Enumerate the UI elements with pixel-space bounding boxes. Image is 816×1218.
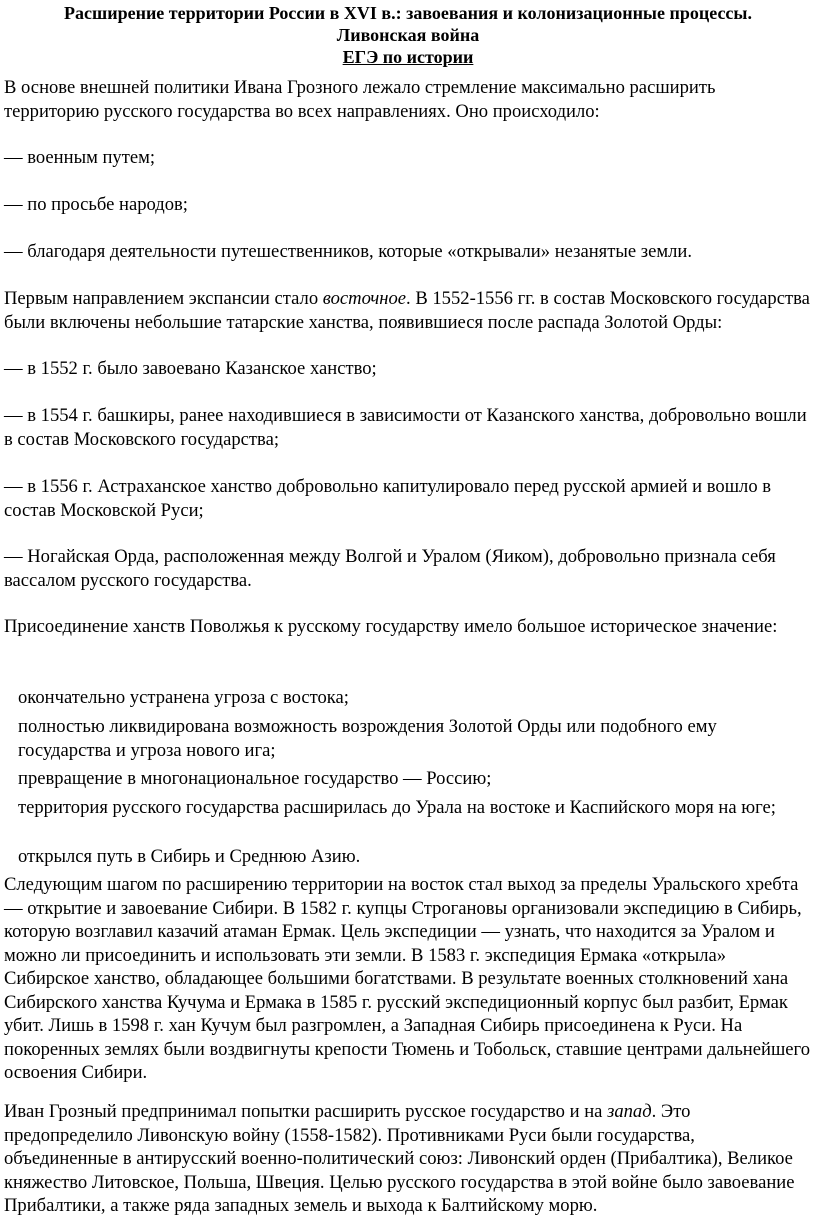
significance-item: территория русского государства расширилась до Урала на востоке и Каспийского моря на юге; [18, 797, 776, 818]
event-bashkirs: — в 1554 г. башкиры, ранее находившиеся в зависимости от Казанского ханства, добровольно вошли в состав Московского государства; [4, 405, 807, 450]
significance-item: открылся путь в Сибирь и Среднюю Азию. [18, 846, 361, 867]
significance-item: окончательно устранена угроза с востока; [18, 687, 349, 708]
event-nogai: — Ногайская Орда, расположенная между Волгой и Уралом (Яиком), добровольно признала себя вассалом русского государства. [4, 546, 776, 591]
title-line-2: Ливонская война [336, 25, 480, 45]
significance-intro: Присоединение ханств Поволжья к русскому государству имело большое историческое значение: [4, 616, 778, 637]
east-emphasis: восточное [322, 288, 407, 309]
west-post-text: . Это предопределило Ливонскую войну (1558-1582). Противниками Руси были государства, объединенные в антирусский военно-политический союз: Ливонский орден (Прибалтика), Великое княжество Литовское, Польша, Швеция. Целью русского государства в этой войне было завоевание Прибалтики, а также ряда западных земель и выхода к Балтийскому морю. [4, 1101, 795, 1216]
title-line-3: ЕГЭ по истории [342, 47, 474, 67]
way-travellers: — благодаря деятельности путешественников, которые «открывали» незанятые земли. [4, 241, 692, 262]
east-pre-text: Первым направлением экспансии стало [4, 288, 323, 309]
east-post-text: . В 1552-1556 гг. в состав Московского государства были включены небольшие татарские ханства, появившиеся после распада Золотой Орды: [4, 288, 810, 333]
west-emphasis: запад [607, 1101, 652, 1122]
east-paragraph [4, 287, 812, 334]
siberia-paragraph: Следующим шагом по расширению территории на восток стал выход за пределы Уральского хребта — открытие и завоевание Сибири. В 1582 г. купцы Строгановы организовали экспедицию в Сибирь, которую возглавил казачий атаман Ермак. Цель экспедиции — узнать, что находится за Уралом и можно ли присоединить и использовать эти земли. В 1583 г. экспедиция Ермака «открыла» Сибирское ханство, обладающее большими богатствами. В результате военных столкновений хана Сибирского ханства Кучума и Ермака в 1585 г. русский экспедиционный корпус был разбит, Ермак убит. Лишь в 1598 г. хан Кучум был разгромлен, а Западная Сибирь присоединена к Руси. На покоренных землях были воздвигнуты крепости Тюмень и Тобольск, ставшие центрами дальнейшего освоения Сибири. [4, 874, 810, 1083]
event-astrakhan: — в 1556 г. Астраханское ханство добровольно капитулировало перед русской армией и вошло в состав Московской Руси; [4, 476, 772, 521]
document-title [0, 2, 816, 68]
west-pre-text: Иван Грозный предпринимал попытки расширить русское государство и на [4, 1101, 608, 1122]
significance-item: полностью ликвидирована возможность возрождения Золотой Орды или подобного ему государства и угроза нового ига; [18, 716, 717, 761]
title-line-1: Расширение территории России в XVI в.: завоевания и колонизационные процессы. [64, 3, 752, 23]
event-kazan: — в 1552 г. было завоевано Казанское ханство; [4, 358, 377, 379]
significance-item: превращение в многонациональное государство — Россию; [18, 768, 492, 789]
west-paragraph [4, 1100, 812, 1218]
intro-paragraph: В основе внешней политики Ивана Грозного лежало стремление максимально расширить территорию русского государства во всех направлениях. Оно происходило: [4, 77, 716, 122]
way-request: — по просьбе народов; [4, 194, 188, 215]
way-military: — военным путем; [4, 147, 156, 168]
